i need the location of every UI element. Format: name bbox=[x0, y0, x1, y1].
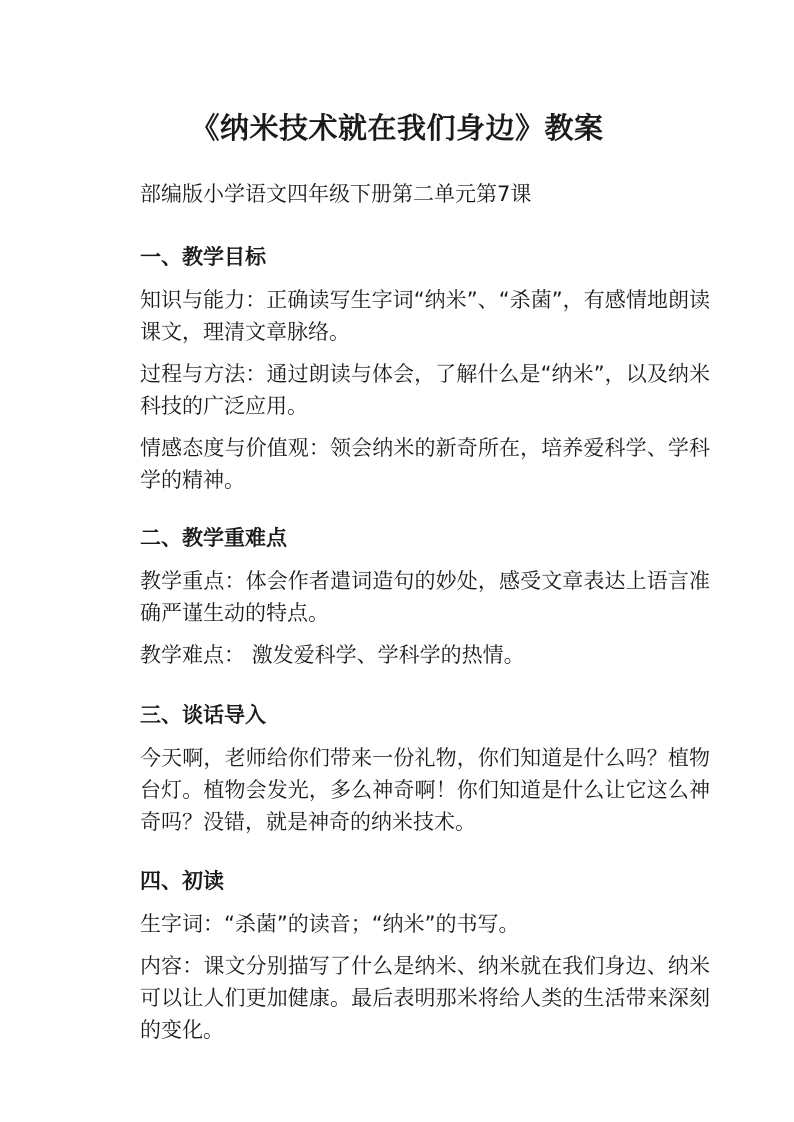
paragraph: 内容：课文分别描写了什么是纳米、纳米就在我们身边、纳米可以让人们更加健康。最后表明那米将给人类的生活带来深刻的变化。 bbox=[140, 954, 710, 1042]
paragraph: 知识与能力：正确读写生字词“纳米”、“杀菌”，有感情地朗读课文，理清文章脉络。 bbox=[140, 288, 710, 344]
section-heading: 四、初读 bbox=[140, 869, 224, 893]
document-title: 《纳米技术就在我们身边》教案 bbox=[190, 111, 604, 145]
paragraph: 情感态度与价值观：领会纳米的新奇所在，培养爱科学、学科学的精神。 bbox=[140, 436, 710, 492]
section-key-points bbox=[140, 523, 710, 681]
section-heading: 二、教学重难点 bbox=[140, 526, 287, 550]
section-heading: 一、教学目标 bbox=[140, 245, 266, 269]
section-heading: 三、谈话导入 bbox=[140, 703, 266, 727]
paragraph: 生字词：“杀菌”的读音；“纳米”的书写。 bbox=[140, 912, 520, 936]
paragraph: 过程与方法：通过朗读与体会，了解什么是“纳米”，以及纳米科技的广泛应用。 bbox=[140, 362, 710, 418]
paragraph: 教学难点： 激发爱科学、学科学的热情。 bbox=[140, 643, 525, 667]
section-first-reading bbox=[140, 866, 710, 1056]
paragraph: 今天啊，老师给你们带来一份礼物，你们知道是什么吗？植物台灯。植物会发光，多么神奇啊！你们知道是什么让它这么神奇吗？没错，就是神奇的纳米技术。 bbox=[140, 746, 710, 834]
section-introduction bbox=[140, 700, 710, 848]
document-subtitle: 部编版小学语文四年级下册第二单元第7课 bbox=[140, 182, 532, 206]
section-teaching-objectives bbox=[140, 242, 710, 506]
paragraph: 教学重点：体会作者遣词造句的妙处，感受文章表达上语言准确严谨生动的特点。 bbox=[140, 569, 710, 625]
